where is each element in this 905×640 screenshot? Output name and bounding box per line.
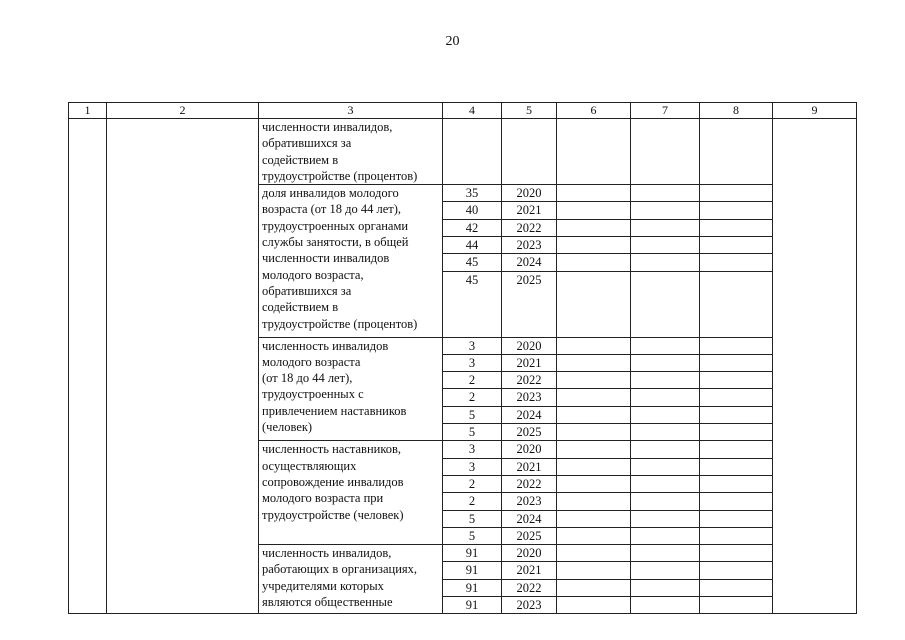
text-line: привлечением наставников bbox=[262, 403, 407, 418]
value-cell: 3 bbox=[443, 337, 502, 354]
table-row bbox=[69, 119, 857, 185]
text-line: работающих в организациях, bbox=[262, 562, 418, 577]
year-cell: 2021 bbox=[502, 354, 557, 371]
column-header: 3 bbox=[259, 103, 443, 119]
text-line: трудоустроенных органами bbox=[262, 218, 409, 233]
col8-cell bbox=[700, 406, 773, 423]
year-cell: 2020 bbox=[502, 185, 557, 202]
col6-cell bbox=[557, 337, 631, 354]
col7-cell bbox=[631, 237, 700, 254]
col6-cell bbox=[557, 475, 631, 492]
value-cell: 3 bbox=[443, 458, 502, 475]
col6-cell bbox=[557, 372, 631, 389]
text-line: (от 18 до 44 лет), bbox=[262, 371, 353, 386]
text-line: трудоустройстве (человек) bbox=[262, 507, 404, 522]
value-cell bbox=[443, 119, 502, 185]
col6-cell bbox=[557, 527, 631, 544]
col7-cell bbox=[631, 354, 700, 371]
text-line: являются общественные bbox=[262, 595, 393, 610]
year-cell: 2022 bbox=[502, 219, 557, 236]
col1-cell bbox=[69, 119, 107, 614]
value-cell: 2 bbox=[443, 493, 502, 510]
text-line: трудоустроенных с bbox=[262, 387, 364, 402]
col7-cell bbox=[631, 254, 700, 271]
value-cell: 5 bbox=[443, 424, 502, 441]
value-cell: 35 bbox=[443, 185, 502, 202]
table-body bbox=[69, 119, 857, 614]
col8-cell bbox=[700, 271, 773, 337]
col7-cell bbox=[631, 597, 700, 614]
text-line: содействием в bbox=[262, 152, 339, 167]
col8-cell bbox=[700, 354, 773, 371]
value-cell: 40 bbox=[443, 202, 502, 219]
col6-cell bbox=[557, 579, 631, 596]
column-header: 7 bbox=[631, 103, 700, 119]
col8-cell bbox=[700, 510, 773, 527]
year-cell: 2022 bbox=[502, 372, 557, 389]
col7-cell bbox=[631, 185, 700, 202]
col8-cell bbox=[700, 424, 773, 441]
col2-cell bbox=[107, 119, 259, 614]
col8-cell bbox=[700, 597, 773, 614]
text-line: сопровождение инвалидов bbox=[262, 474, 404, 489]
col6-cell bbox=[557, 202, 631, 219]
col8-cell bbox=[700, 545, 773, 562]
value-cell: 91 bbox=[443, 545, 502, 562]
col8-cell bbox=[700, 389, 773, 406]
column-header: 5 bbox=[502, 103, 557, 119]
column-header: 9 bbox=[773, 103, 857, 119]
year-cell: 2025 bbox=[502, 527, 557, 544]
col7-cell bbox=[631, 579, 700, 596]
text-line: (человек) bbox=[262, 420, 313, 435]
col6-cell bbox=[557, 354, 631, 371]
text-line: молодого возраста при bbox=[262, 491, 384, 506]
value-cell: 2 bbox=[443, 372, 502, 389]
text-line: численность инвалидов, bbox=[262, 546, 392, 561]
column-header: 1 bbox=[69, 103, 107, 119]
col7-cell bbox=[631, 372, 700, 389]
col8-cell bbox=[700, 441, 773, 458]
year-cell: 2022 bbox=[502, 475, 557, 492]
col9-cell bbox=[773, 119, 857, 614]
value-cell: 42 bbox=[443, 219, 502, 236]
year-cell: 2021 bbox=[502, 202, 557, 219]
col7-cell bbox=[631, 424, 700, 441]
col7-cell bbox=[631, 389, 700, 406]
text-line: трудоустройстве (процентов) bbox=[262, 316, 418, 331]
indicator-text bbox=[259, 185, 443, 337]
col8-cell bbox=[700, 493, 773, 510]
col8-cell bbox=[700, 527, 773, 544]
text-line: численности инвалидов bbox=[262, 251, 390, 266]
col6-cell bbox=[557, 545, 631, 562]
col6-cell bbox=[557, 493, 631, 510]
year-cell: 2021 bbox=[502, 562, 557, 579]
value-cell: 45 bbox=[443, 254, 502, 271]
col6-cell bbox=[557, 597, 631, 614]
col7-cell bbox=[631, 510, 700, 527]
value-cell: 44 bbox=[443, 237, 502, 254]
col8-cell bbox=[700, 119, 773, 185]
year-cell: 2020 bbox=[502, 441, 557, 458]
col8-cell bbox=[700, 372, 773, 389]
col8-cell bbox=[700, 185, 773, 202]
text-line: молодого возраста, bbox=[262, 267, 364, 282]
col6-cell bbox=[557, 185, 631, 202]
col8-cell bbox=[700, 475, 773, 492]
col8-cell bbox=[700, 337, 773, 354]
text-line: службы занятости, в общей bbox=[262, 235, 409, 250]
year-cell: 2024 bbox=[502, 510, 557, 527]
column-header: 4 bbox=[443, 103, 502, 119]
year-cell: 2024 bbox=[502, 254, 557, 271]
col6-cell bbox=[557, 254, 631, 271]
text-line: обратившихся за bbox=[262, 136, 352, 151]
indicator-table bbox=[68, 102, 857, 614]
text-line: численности инвалидов, bbox=[262, 120, 393, 134]
indicator-text bbox=[259, 337, 443, 441]
year-cell: 2020 bbox=[502, 545, 557, 562]
value-cell: 91 bbox=[443, 562, 502, 579]
value-cell: 91 bbox=[443, 579, 502, 596]
year-cell bbox=[502, 119, 557, 185]
text-line: доля инвалидов молодого bbox=[262, 186, 399, 201]
indicator-text bbox=[259, 441, 443, 545]
col7-cell bbox=[631, 545, 700, 562]
col8-cell bbox=[700, 219, 773, 236]
col7-cell bbox=[631, 475, 700, 492]
col8-cell bbox=[700, 202, 773, 219]
col6-cell bbox=[557, 406, 631, 423]
col7-cell bbox=[631, 441, 700, 458]
col6-cell bbox=[557, 562, 631, 579]
text-line: содействием в bbox=[262, 300, 339, 315]
col7-cell bbox=[631, 271, 700, 337]
text-line: трудоустройстве (процентов) bbox=[262, 168, 418, 183]
year-cell: 2024 bbox=[502, 406, 557, 423]
col7-cell bbox=[631, 493, 700, 510]
col6-cell bbox=[557, 219, 631, 236]
column-header: 2 bbox=[107, 103, 259, 119]
col8-cell bbox=[700, 458, 773, 475]
year-cell: 2023 bbox=[502, 237, 557, 254]
indicator-text bbox=[259, 545, 443, 614]
col7-cell bbox=[631, 202, 700, 219]
col7-cell bbox=[631, 219, 700, 236]
value-cell: 5 bbox=[443, 510, 502, 527]
year-cell: 2022 bbox=[502, 579, 557, 596]
col7-cell bbox=[631, 527, 700, 544]
text-line: численность инвалидов bbox=[262, 338, 389, 353]
col6-cell bbox=[557, 510, 631, 527]
column-header: 8 bbox=[700, 103, 773, 119]
col6-cell bbox=[557, 271, 631, 337]
col6-cell bbox=[557, 424, 631, 441]
page-number: 20 bbox=[445, 34, 460, 49]
year-cell: 2023 bbox=[502, 493, 557, 510]
col8-cell bbox=[700, 562, 773, 579]
text-line: численность наставников, bbox=[262, 442, 402, 457]
year-cell: 2023 bbox=[502, 597, 557, 614]
year-cell: 2020 bbox=[502, 337, 557, 354]
value-cell: 5 bbox=[443, 527, 502, 544]
col6-cell bbox=[557, 441, 631, 458]
col6-cell bbox=[557, 119, 631, 185]
text-line: возраста (от 18 до 44 лет), bbox=[262, 202, 401, 217]
col7-cell bbox=[631, 562, 700, 579]
col6-cell bbox=[557, 237, 631, 254]
year-cell: 2023 bbox=[502, 389, 557, 406]
col7-cell bbox=[631, 119, 700, 185]
col6-cell bbox=[557, 458, 631, 475]
year-cell: 2025 bbox=[502, 424, 557, 441]
col7-cell bbox=[631, 458, 700, 475]
col7-cell bbox=[631, 337, 700, 354]
value-cell: 5 bbox=[443, 406, 502, 423]
value-cell: 2 bbox=[443, 389, 502, 406]
text-line: обратившихся за bbox=[262, 283, 352, 298]
indicator-text-continued bbox=[259, 119, 443, 185]
text-line: учредителями которых bbox=[262, 578, 384, 593]
value-cell: 45 bbox=[443, 271, 502, 337]
text-line: молодого возраста bbox=[262, 354, 361, 369]
year-cell: 2021 bbox=[502, 458, 557, 475]
year-cell: 2025 bbox=[502, 271, 557, 337]
col8-cell bbox=[700, 254, 773, 271]
value-cell: 3 bbox=[443, 354, 502, 371]
col8-cell bbox=[700, 579, 773, 596]
header-row bbox=[69, 103, 857, 119]
value-cell: 91 bbox=[443, 597, 502, 614]
col8-cell bbox=[700, 237, 773, 254]
col7-cell bbox=[631, 406, 700, 423]
value-cell: 3 bbox=[443, 441, 502, 458]
column-header: 6 bbox=[557, 103, 631, 119]
text-line: осуществляющих bbox=[262, 458, 357, 473]
col6-cell bbox=[557, 389, 631, 406]
value-cell: 2 bbox=[443, 475, 502, 492]
